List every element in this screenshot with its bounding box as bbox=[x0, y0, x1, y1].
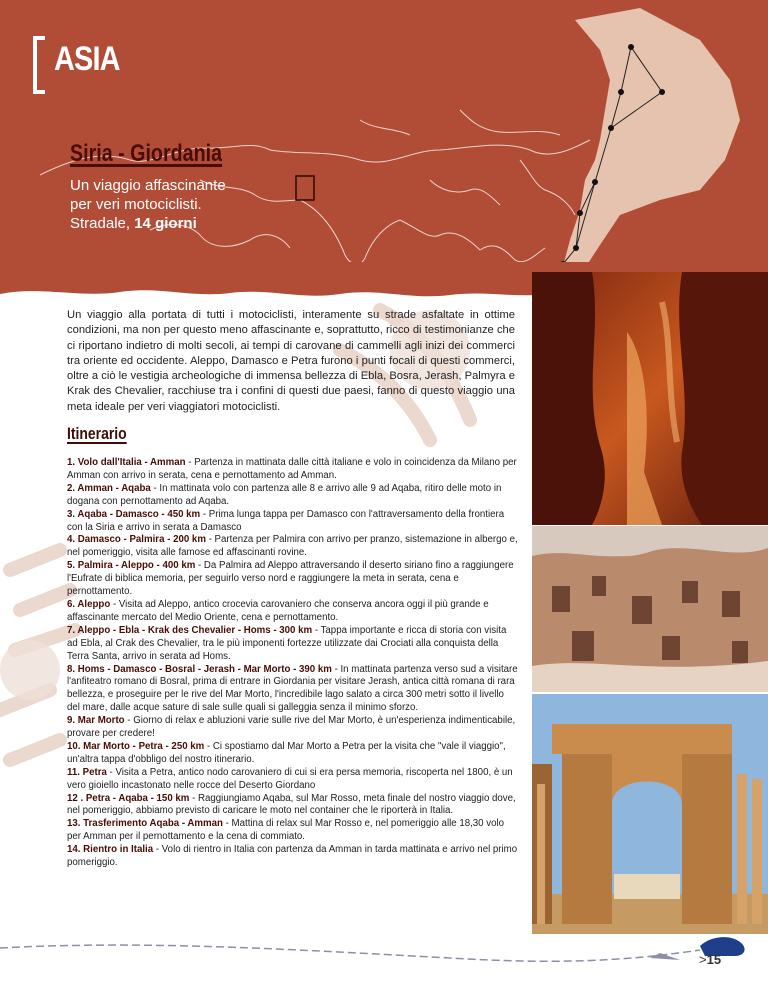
day-heading: 8. Homs - Damasco - Bosral - Jerash - Mar Morto - 390 km bbox=[67, 663, 332, 675]
itinerary-day bbox=[67, 741, 518, 767]
page-number-prefix: > bbox=[699, 952, 707, 967]
page-number bbox=[699, 952, 721, 967]
day-text: - In mattinata volo con partenza alle 8 e arrivo alle 9 ad Aqaba, ritiro delle moto in dogana con pernottamento ad Aqaba. bbox=[67, 482, 502, 507]
photo-petra-siq bbox=[532, 272, 768, 525]
itinerary-day bbox=[67, 793, 518, 819]
day-heading: 5. Palmira - Aleppo - 400 km bbox=[67, 560, 196, 572]
day-heading: 13. Trasferimento Aqaba - Amman bbox=[67, 818, 223, 830]
day-text: - Giorno di relax e abluzioni varie sulle rive del Mar Morto, è un'esperienza indimenticabile, provare per credere! bbox=[67, 715, 516, 740]
day-text: - Visita a Petra, antico nodo carovaniero di cui si era persa memoria, riscoperta nel 1800, è un vero gioiello incastonato nelle rocce del Deserto Giordano bbox=[67, 766, 513, 791]
subtitle-line-1: Un viaggio affascinante bbox=[70, 177, 226, 194]
day-text: - Partenza in mattinata dalle città italiane e volo in coincidenza da Milano per Amman con arrivo in serata, cena e pernottamento ad Amman. bbox=[67, 457, 517, 481]
page-number-value: 15 bbox=[706, 952, 722, 967]
itinerary-title: Itinerario bbox=[67, 424, 127, 443]
day-text: - Tappa importante e ricca di storia con visita ad Ebla, al Crak des Chevalier, tra le più imponenti fortezze utilizzate dai Crociati alla conquista della Terra Santa, arrivo in serata ad Homs. bbox=[67, 624, 507, 662]
itinerary-day bbox=[67, 560, 518, 599]
subtitle-line-3-prefix: Stradale, bbox=[70, 215, 135, 232]
day-heading: 9. Mar Morto bbox=[67, 715, 125, 727]
section-bracket bbox=[33, 36, 45, 94]
itinerary-day bbox=[67, 715, 518, 741]
day-text: - Prima lunga tappa per Damasco con l'attraversamento della frontiera con la Siria e arrivo in serata a Damasco bbox=[67, 508, 505, 533]
day-heading: 7. Aleppo - Ebla - Krak des Chevalier - Homs - 300 km bbox=[67, 624, 313, 636]
day-heading: 2. Amman - Aqaba bbox=[67, 482, 151, 494]
footer-dashed-line bbox=[0, 936, 768, 976]
day-text: - Da Palmira ad Aleppo attraversando il deserto siriano fino a raggiungere l'Eufrate di biblica memoria, per seguirlo verso nord e raggiungere la meta in serata, cena e pernottamento. bbox=[67, 560, 514, 598]
photo-petra-tombs bbox=[532, 526, 768, 692]
intro-paragraph: Un viaggio alla portata di tutti i motociclisti, interamente su strade asfaltate in ottime condizioni, ma non per questo meno affascinante e, soprattutto, ricco di testimonianze che ci riportano indietro di molti secoli, ai tempi di carovane di cammelli agli inizi dei commerci tra oriente ed occidente. Aleppo, Damasco e Petra furono i punti focali di questi commerci, oltre a ciò le vestigia archeologiche di immensa bellezza di Ebla, Bosra, Jerash, Palmyra e Krak des Chevalier, racchiuse tra i confini di questi due paesi, fanno di questo viaggio una meta ideale per veri viaggiatori motociclisti. bbox=[67, 309, 515, 413]
subtitle-line-2: per veri motociclisti. bbox=[70, 196, 202, 213]
day-heading: 14. Rientro in Italia bbox=[67, 844, 154, 856]
itinerary-day bbox=[67, 818, 518, 844]
day-heading: 1. Volo dall'Italia - Amman bbox=[67, 457, 186, 468]
itinerary-day bbox=[67, 767, 518, 793]
page-title: Siria - Giordania bbox=[70, 140, 223, 167]
itinerary-day bbox=[67, 457, 518, 483]
day-text: - In mattinata partenza verso sud a visitare l'anfiteatro romano di Bosral, prima di entrare in Giordania per visitare Jerash, antica città romana di rara bellezza, e proseguire per le rive del Mar Morto, l'incredibile lago salato a circa 300 metri sotto il livello del mare, dalle acque sature di sale sulle quali si galleggia senza il minimo sforzo. bbox=[67, 663, 518, 714]
inset-map-land bbox=[562, 8, 740, 270]
photo-palmyra-arch bbox=[532, 694, 768, 934]
day-text: - Ci spostiamo dal Mar Morto a Petra per la visita che "vale il viaggio", un'altra tappa d'obbligo del nostro itinerario. bbox=[67, 740, 506, 765]
itinerary-day bbox=[67, 483, 518, 509]
subtitle-line-3 bbox=[70, 214, 226, 233]
itinerary-list bbox=[67, 457, 518, 870]
itinerary-day bbox=[67, 625, 518, 664]
day-heading: 10. Mar Morto - Petra - 250 km bbox=[67, 740, 205, 752]
day-text: - Raggiungiamo Aqaba, sul Mar Rosso, meta finale del nostro viaggio dove, nel pomeriggio, abbiamo previsto di caricare le moto nel container che le riporterà in Italia. bbox=[67, 792, 516, 817]
day-heading: 6. Aleppo bbox=[67, 598, 111, 610]
itinerary-day bbox=[67, 509, 518, 535]
day-text: - Mattina di relax sul Mar Rosso e, nel pomeriggio alle 18,30 volo per Amman per il pernottamento e la cena di commiato. bbox=[67, 818, 505, 843]
itinerary-day bbox=[67, 599, 518, 625]
day-text: - Volo di rientro in Italia con partenza da Amman in tarda mattinata e arrivo nel primo pomeriggio. bbox=[67, 844, 518, 869]
day-heading: 4. Damasco - Palmira - 200 km bbox=[67, 534, 206, 546]
day-text: - Visita ad Aleppo, antico crocevia carovaniero che conserva ancora oggi il più grande e affascinante mercato del Medio Oriente, cena e pernottamento. bbox=[67, 598, 489, 623]
trip-subtitle bbox=[70, 176, 226, 233]
duration-label: 14 giorni bbox=[134, 215, 197, 232]
day-text: - Partenza per Palmira con arrivo per pranzo, sistemazione in albergo e, nel pomeriggio, visita alle famose ed affascinanti rovine. bbox=[67, 534, 518, 559]
day-heading: 3. Aqaba - Damasco - 450 km bbox=[67, 508, 201, 520]
day-heading: 12 . Petra - Aqaba - 150 km bbox=[67, 792, 190, 804]
itinerary-day bbox=[67, 844, 518, 870]
itinerary-day bbox=[67, 534, 518, 560]
day-heading: 11. Petra bbox=[67, 766, 107, 778]
section-label: ASIA bbox=[54, 40, 120, 78]
header-banner bbox=[0, 0, 768, 290]
itinerary-day bbox=[67, 664, 518, 716]
